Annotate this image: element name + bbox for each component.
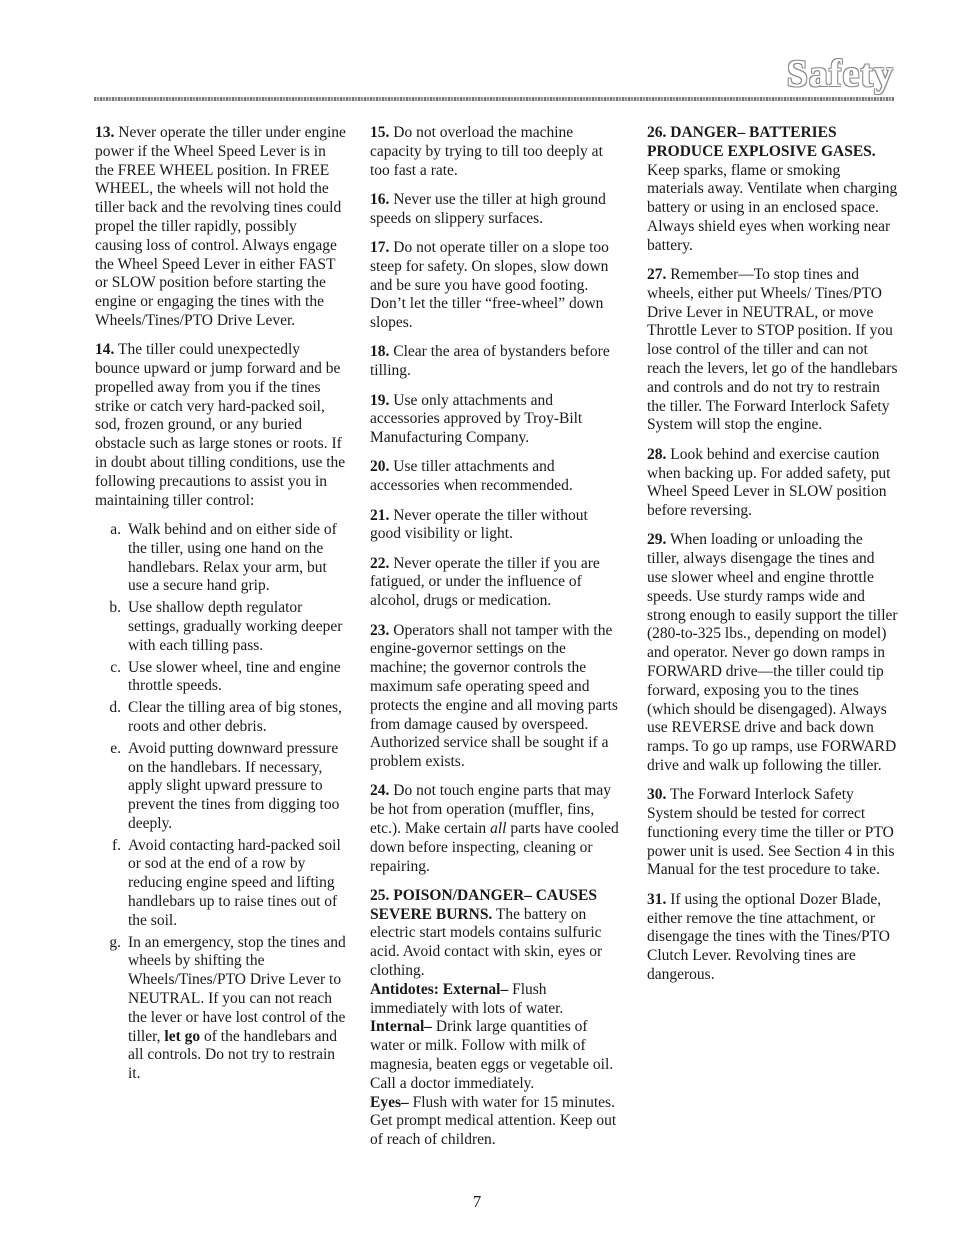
item-text: Look behind and exercise caution when backing up. For added safety, put Wheel Speed Lever in SLOW position before reversing. — [647, 445, 891, 520]
item-text: Clear the area of bystanders before tilling. — [370, 343, 610, 380]
safety-item-22 — [370, 555, 622, 611]
item-text: If using the optional Dozer Blade, either remove the tine attachment, or disengage the tines with the Tines/PTO Clutch Lever. Revolving tines are dangerous. — [647, 890, 890, 983]
item-number: 18. — [370, 343, 390, 361]
header-rule — [94, 97, 894, 101]
column-3 — [647, 124, 899, 995]
item-number: 13. — [95, 124, 115, 141]
item-number: 19. — [370, 391, 390, 409]
safety-item-16 — [370, 191, 622, 229]
safety-item-18 — [370, 343, 622, 381]
subitem-e — [95, 740, 347, 834]
sub-letter: c. — [110, 658, 121, 676]
sub-text-b: of the handlebars and all controls. Do not try to restrain it. — [128, 1027, 338, 1083]
danger-heading: 26. DANGER– BATTERIES PRODUCE EXPLOSIVE GASES. — [647, 124, 876, 160]
item-text: Never use the tiller at high ground speeds on slippery surfaces. — [370, 190, 606, 227]
item-number: 22. — [370, 554, 390, 572]
item-number: 27. — [647, 266, 667, 284]
sub-letter: d. — [109, 699, 121, 717]
sub-text: Clear the tilling area of big stones, roots and other debris. — [128, 699, 342, 735]
safety-item-29 — [647, 531, 899, 775]
item-number: 15. — [370, 124, 390, 141]
poison-heading: 25. POISON/DANGER– CAUSES SEVERE BURNS. — [370, 886, 597, 923]
safety-item-20 — [370, 458, 622, 496]
safety-item-30 — [647, 786, 899, 880]
item-text-b: parts have cooled down before inspecting, cleaning or repairing. — [370, 820, 619, 875]
safety-item-19 — [370, 392, 622, 448]
safety-item-21 — [370, 507, 622, 545]
item-number: 14. — [95, 341, 115, 359]
item-number: 16. — [370, 190, 390, 208]
item-number: 24. — [370, 782, 390, 800]
eyes-text: Flush with water for 15 minutes. Get prompt medical attention. Keep out of reach of children. — [370, 1093, 617, 1149]
let-go-emphasis: let go — [164, 1027, 201, 1045]
safety-item-25 — [370, 887, 622, 1150]
safety-item-23 — [370, 622, 622, 772]
safety-item-28 — [647, 446, 899, 521]
item-number: 23. — [370, 621, 390, 639]
item-text: Never operate the tiller without good visibility or light. — [370, 506, 588, 543]
subitem-g — [95, 934, 347, 1084]
safety-item-27 — [647, 266, 899, 435]
column-2 — [370, 124, 622, 1161]
section-title: Safety — [786, 53, 894, 95]
subitem-d — [95, 699, 347, 737]
sub-text: Use slower wheel, tine and engine throttle speeds. — [128, 658, 341, 695]
safety-item-17 — [370, 239, 622, 333]
safety-item-26 — [647, 124, 899, 256]
item-text: Do not overload the machine capacity by trying to till too deeply at too fast a rate. — [370, 124, 603, 179]
sub-text: Avoid contacting hard-packed soil or sod at the end of a row by reducing engine speed and lifting handlebars up to raise tines out of the soil. — [128, 836, 341, 929]
item-text: The Forward Interlock Safety System should be tested for correct functioning every time the tiller or PTO power unit is used. See Section 4 in this Manual for the test procedure to take. — [647, 786, 895, 879]
sub-text: Use shallow depth regulator settings, gradually working deeper with each tilling pass. — [128, 599, 343, 654]
external-text: Flush immediately with lots of water. — [370, 980, 564, 1017]
safety-item-14 — [95, 341, 347, 510]
sub-text: Avoid putting downward pressure on the handlebars. If necessary, apply slight upward pressure to prevent the tines from digging too deeply. — [128, 739, 340, 832]
external-label: Antidotes: External– — [370, 980, 509, 998]
item-text: Do not operate tiller on a slope too steep for safety. On slopes, slow down and be sure you have good footing. Don’t let the tiller “free-wheel” down slopes. — [370, 238, 609, 332]
sub-letter: a. — [110, 520, 121, 538]
sub-text: Walk behind and on either side of the tiller, using one hand on the handlebars. Relax your arm, but use a secure hand grip. — [128, 520, 337, 595]
safety-item-24 — [370, 782, 622, 876]
item-number: 20. — [370, 458, 390, 476]
item-text-a: Do not touch engine parts that may be hot from operation (muffler, fins, etc.). Make certain — [370, 782, 612, 837]
item-number: 21. — [370, 506, 390, 524]
item-text: When loading or unloading the tiller, always disengage the tines and use slower wheel and engine throttle speeds. Use sturdy ramps wide and strong enough to easily support the tiller (280-to-325 lbs., depending on model) and operator. Never go down ramps in FORWARD drive—the tiller could tip forward, exposing you to the tines (which should be disengaged). Always use REVERSE drive and back down ramps. To go up ramps, use FORWARD drive and walk up following the tiller. — [647, 531, 898, 774]
item-number: 31. — [647, 890, 667, 908]
subitem-a — [95, 521, 347, 596]
sub-text-a: In an emergency, stop the tines and wheels by shifting the Wheels/Tines/PTO Drive Lever to NEUTRAL. If you can not reach the lever or have lost control of the tiller, — [128, 933, 346, 1045]
sub-letter: b. — [109, 599, 121, 617]
page-number: 7 — [472, 1192, 482, 1211]
item-text: Never operate the tiller if you are fatigued, or under the influence of alcohol, drugs or medication. — [370, 554, 600, 610]
internal-label: Internal– — [370, 1018, 432, 1036]
item-text: Never operate the tiller under engine power if the Wheel Speed Lever is in the FREE WHEEL position. In FREE WHEEL, the wheels will not hold the tiller back and the revolving tines could propel the tiller rapidly, possibly causing loss of control. Always engage the Wheel Speed Lever in either FAST or SLOW position before starting the engine or engaging the tines with the Wheels/Tines/PTO Drive Lever. — [95, 124, 346, 329]
sub-letter: e. — [110, 739, 121, 757]
sub-text — [128, 934, 347, 1084]
item-text: Use tiller attachments and accessories when recommended. — [370, 458, 573, 495]
item-text: The tiller could unexpectedly bounce upward or jump forward and be propelled away from you if the tines strike or catch very hard-packed soil, sod, frozen ground, or any buried obstacle such as large stones or roots. If in doubt about tilling conditions, use the following precautions to assist you in maintaining tiller control: — [95, 341, 346, 509]
item-text: Keep sparks, flame or smoking materials away. Ventilate when charging battery or using in an enclosed space. Always shield eyes when working near battery. — [647, 161, 898, 254]
eyes-label: Eyes– — [370, 1093, 409, 1111]
all-emphasis: all — [490, 820, 507, 837]
item-number: 28. — [647, 445, 667, 463]
sub-letter: g. — [109, 933, 121, 951]
subitem-f — [95, 837, 347, 931]
item-text: The battery on electric start models contains sulfuric acid. Avoid contact with skin, eyes or clothing. — [370, 905, 603, 980]
safety-item-31 — [647, 891, 899, 985]
item-number: 17. — [370, 238, 390, 256]
item-number: 30. — [647, 786, 667, 804]
item-number: 29. — [647, 531, 667, 549]
safety-item-13 — [95, 124, 347, 331]
sub-letter: f. — [111, 836, 121, 854]
column-1 — [95, 124, 347, 1087]
item-text: Remember—To stop tines and wheels, either put Wheels/ Tines/PTO Drive Lever in NEUTRAL, or move Throttle Lever to STOP position. If you lose control of the tiller and can not reach the levers, let go of the handlebars and controls and do not try to restrain the tiller. The Forward Interlock Safety System will stop the engine. — [647, 266, 898, 434]
subitem-b — [95, 599, 347, 655]
subitem-c — [95, 659, 347, 697]
internal-text: Drink large quantities of water or milk. Follow with milk of magnesia, beaten eggs or vegetable oil. Call a doctor immediately. — [370, 1018, 614, 1092]
item-text: Use only attachments and accessories approved by Troy-Bilt Manufacturing Company. — [370, 391, 583, 447]
safety-item-15 — [370, 124, 622, 180]
item-text: Operators shall not tamper with the engine-governor settings on the machine; the governor controls the maximum safe operating speed and protects the engine and all moving parts from damage caused by overspeed. Authorized service shall be sought if a problem exists. — [370, 621, 618, 771]
